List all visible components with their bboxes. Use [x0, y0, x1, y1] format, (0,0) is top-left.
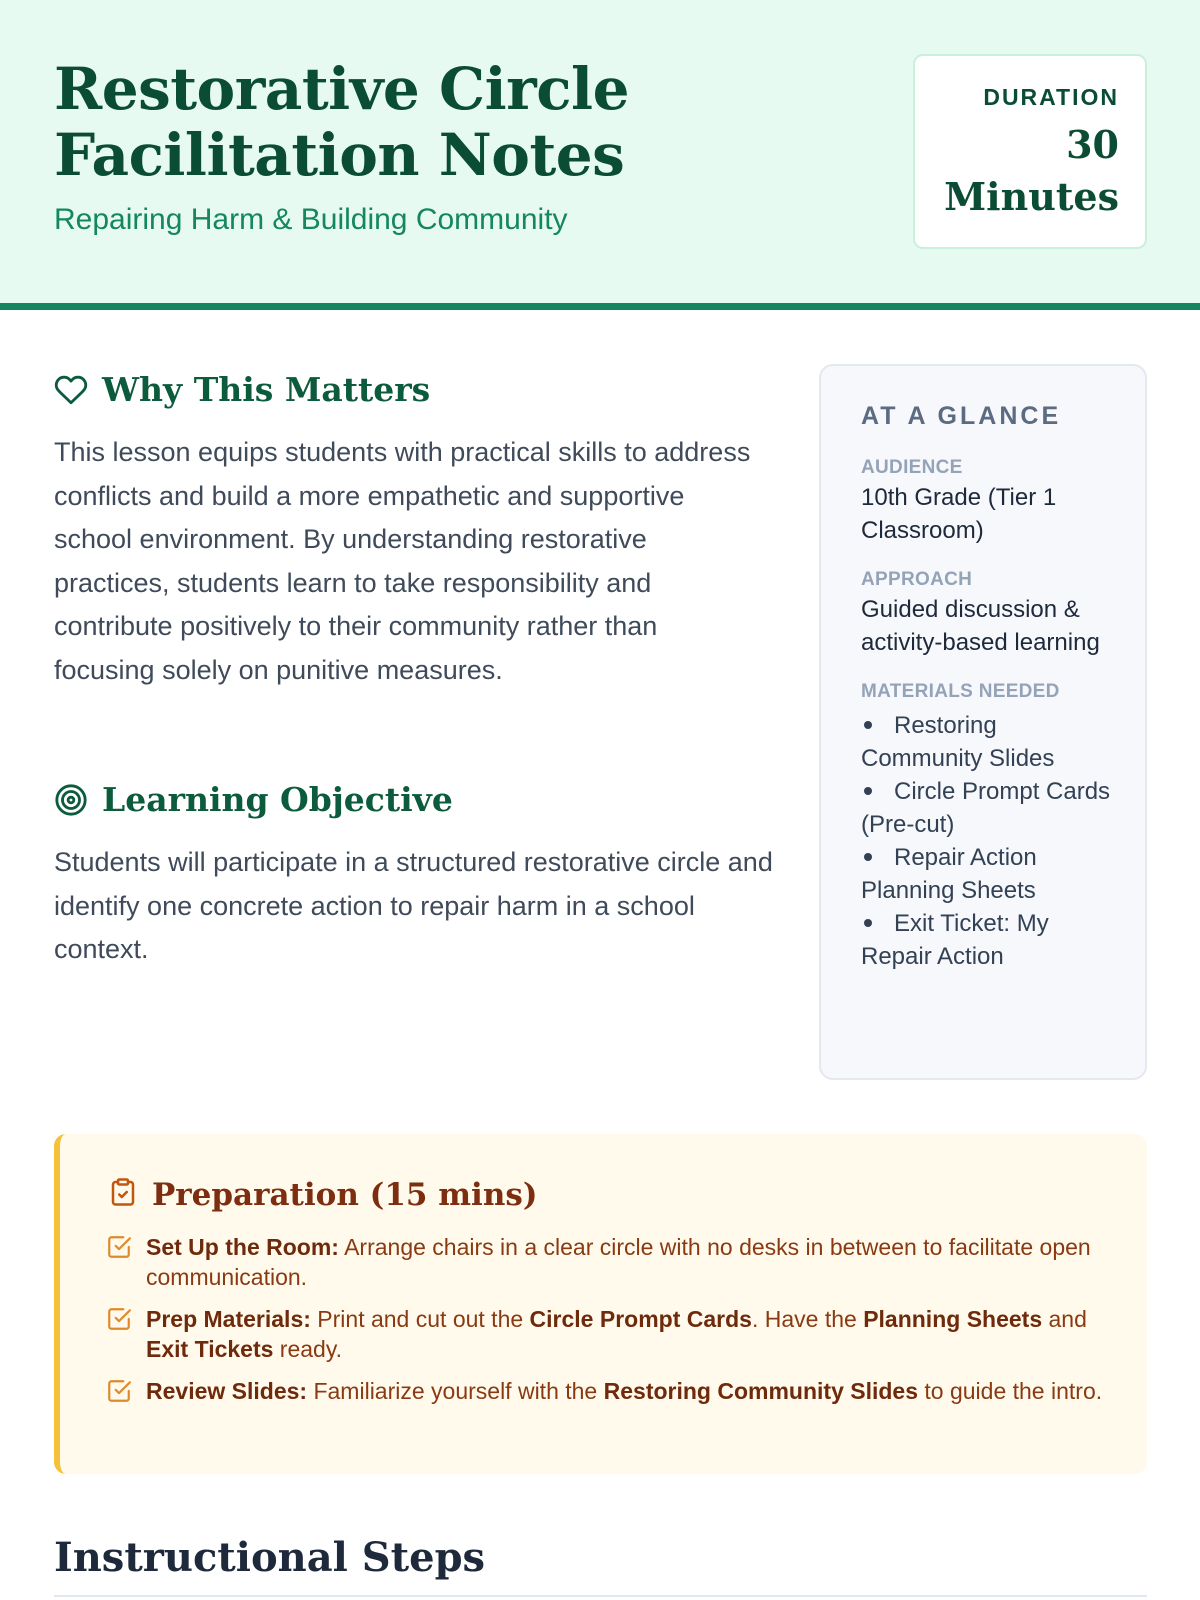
preparation-box [54, 1134, 1147, 1474]
glance-title: AT A GLANCE [861, 402, 1062, 430]
audience-value: 10th Grade (Tier 1 Classroom) [861, 484, 1057, 544]
prep-item-materials: Prep Materials: Print and cut out the Circle Prompt Cards. Have the Planning Sheets and Exit Tickets ready. [106, 1304, 1106, 1364]
duration-unit: Minutes [944, 174, 1119, 219]
materials-list [861, 709, 1119, 973]
page-title: Restorative Circle Facilitation Notes [54, 55, 629, 189]
why-title: Why This Matters [102, 370, 431, 409]
list-item: Repair Action Planning Sheets [861, 844, 1037, 904]
duration-card [913, 54, 1147, 249]
duration-number: 30 [1066, 122, 1119, 167]
target-icon [54, 783, 88, 817]
divider [54, 1595, 1147, 1597]
checkbox-checked-icon [106, 1306, 132, 1332]
list-item: Restoring Community Slides [861, 712, 1055, 772]
objective-section-heading [54, 780, 453, 819]
objective-text: Students will participate in a structured restorative circle and identify one concrete action to repair harm in a school context. [54, 847, 773, 964]
preparation-title: Preparation (15 mins) [152, 1176, 538, 1213]
heart-icon [54, 373, 88, 407]
prep-item-review: Review Slides: Familiarize yourself with the Restoring Community Slides to guide the intro. [106, 1376, 1106, 1406]
instructional-steps-title: Instructional Steps [54, 1534, 486, 1581]
header-banner [0, 0, 1200, 310]
objective-title: Learning Objective [102, 780, 453, 819]
preparation-heading [108, 1176, 538, 1213]
materials-label: MATERIALS NEEDED [861, 681, 1060, 702]
bullet-icon [864, 853, 872, 861]
audience-label: AUDIENCE [861, 457, 963, 478]
clipboard-check-icon [108, 1176, 138, 1213]
why-section-heading [54, 370, 430, 409]
approach-value: Guided discussion & activity-based learning [861, 596, 1100, 656]
checkbox-checked-icon [106, 1378, 132, 1404]
checkbox-checked-icon [106, 1234, 132, 1260]
approach-label: APPROACH [861, 569, 973, 590]
bullet-icon [864, 721, 872, 729]
prep-item-setup: Set Up the Room: Arrange chairs in a clear circle with no desks in between to facilitate open communication. [106, 1232, 1106, 1292]
bullet-icon [864, 919, 872, 927]
list-item: Exit Ticket: My Repair Action [861, 910, 1049, 970]
bullet-icon [864, 787, 872, 795]
duration-value [915, 119, 1119, 223]
at-a-glance-panel [819, 364, 1147, 1080]
why-text: This lesson equips students with practical skills to address conflicts and build a more empathetic and supportive school environment. By understanding restorative practices, students learn to take responsibility and contribute positively to their community rather than focusing solely on punitive measures. [54, 437, 751, 685]
duration-label: DURATION [983, 84, 1119, 110]
list-item: Circle Prompt Cards (Pre-cut) [861, 778, 1111, 838]
page-subtitle: Repairing Harm & Building Community [54, 203, 568, 236]
